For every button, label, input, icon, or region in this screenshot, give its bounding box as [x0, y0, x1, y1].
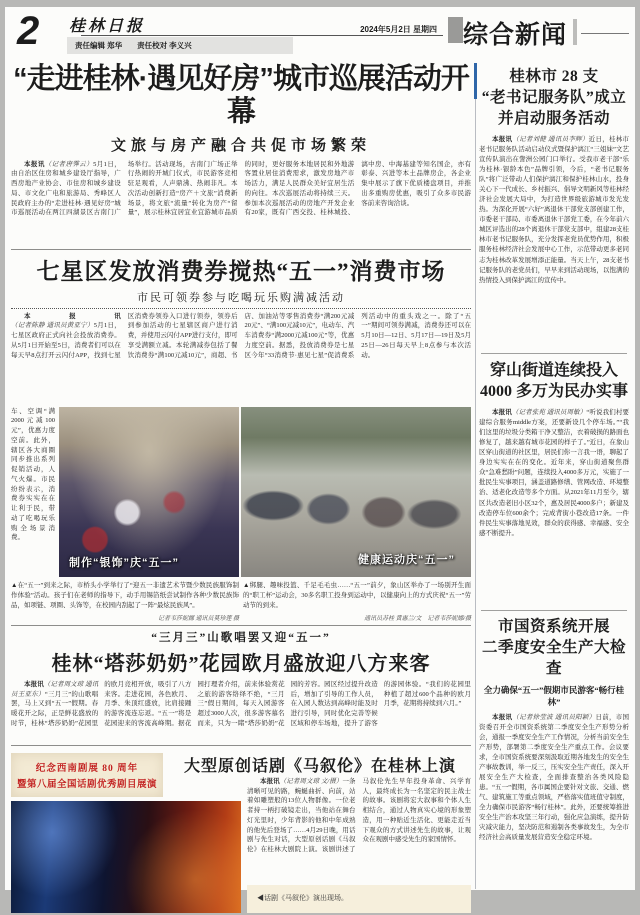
- consumption-side-note: 车、空调“满2000元减100元”，优惠力度空前。此外，辖区各大商圈同步推出系列促销活动，人气火爆。市民纷纷表示，消费券实实在在让利于民，带动了吃喝玩乐购全场景消费。: [11, 407, 55, 542]
- sidebar-article-safety-inspection: [479, 617, 629, 897]
- photo-sports-meet-caption-block: [243, 581, 471, 622]
- street-investment-headline: [479, 360, 629, 403]
- service-teams-byline: （记者刘健 通讯员李辉）: [512, 135, 589, 143]
- street-investment-headline-line2: 4000 多万为民办实事: [479, 383, 628, 401]
- sidebar-divider: [481, 353, 627, 354]
- sidebar-article-service-teams: [479, 67, 629, 347]
- photo-sports-meet-title: 健康运动庆“五一”: [358, 553, 455, 566]
- safety-inspection-byline: （记者徐莹波 通讯员阳颖）: [512, 713, 596, 721]
- photo-silver-craft: [59, 407, 239, 577]
- safety-inspection-headline-line1: 市国资系统开展: [497, 617, 610, 635]
- consumption-headline: 七星区发放消费券搅热“五一”消费市场: [36, 258, 446, 284]
- caption-row: [11, 581, 471, 622]
- garden-body: [11, 680, 471, 742]
- garden-lede: 本报讯: [24, 680, 44, 688]
- consumption-lede: 本报讯: [24, 312, 121, 320]
- main-column: [11, 63, 471, 902]
- header-rule-left: [81, 35, 443, 36]
- service-teams-headline-line3: 并启动服务活动: [497, 109, 610, 127]
- safety-inspection-body: [479, 713, 629, 897]
- paper-logo: 桂林日报: [69, 16, 146, 35]
- page-content: [11, 63, 629, 902]
- drama-banner-line2: 暨第八届全国话剧优秀剧目展演: [16, 779, 157, 790]
- photo-row: [11, 407, 471, 577]
- photo-stage-caption: ◀话剧《马叙伦》演出现场。: [247, 885, 471, 913]
- consumption-body: [11, 312, 471, 404]
- photo-sports-meet-caption: ▲绑腿、趣味投篮、千足毛毛虫……“五一”前夕，象山区举办了一场别开生面的“职工杯”运动会，30多名职工投身到运动中，以健康向上的方式庆祝“五一”劳动节的到来。: [243, 581, 471, 609]
- photo-sports-meet-credit: 通讯员苏桂 黄惠兰/文 记者韦莎妮娜/摄: [364, 615, 471, 622]
- service-teams-lede: 本报讯: [492, 135, 513, 143]
- sidebar-divider: [481, 610, 627, 611]
- lead-body-text: 5月1日，由自治区住房和城乡建设厅指导，广西房地产业协会、市住房和城乡建设局、市文化广电和旅游局、秀峰区人民政府主办的“走进桂林·遇见好房”城市巡展活动在两江四湖景区古南门广场举行。活动现场，古南门广场正举行热闹的开城门仪式，市民游客竞相驻足观看，人声鼎沸、热闹非凡。本次活动创新打造“房产＋文旅”消费新场景，将文旅“流量”转化为房产“留量”，展示桂林宜居宜业宜游城市品质的同时，更好服务本地居民和外地游客置业居住消费需求，激发房地产市场活力，满足人民群众美好宜居生活的向往。本次巡展活动将持续三天。参加本次巡展活动的房地产开发企业有20家，既有广西交投、桂林城投、漓中房、中海基建等知名国企，亦有彰泰、兴进等本土品牌房企，各企业集中展示了旗下优质楼盘项目，并推出多重购房优惠，吸引了众多市民游客前来咨询洽谈。: [11, 160, 471, 217]
- drama-headline: 大型原创话剧《马叙伦》在桂林上演: [183, 757, 456, 775]
- garden-headline: 桂林“塔莎奶奶”花园欧月盛放迎八方来客: [51, 652, 431, 675]
- lead-lede: 本报讯: [24, 160, 45, 168]
- photo-stage-performance: [11, 801, 241, 913]
- page-header: [11, 11, 629, 59]
- service-teams-headline-line2: “老书记服务队”成立: [481, 88, 627, 106]
- photo-silver-craft-title: 制作“银饰”庆“五一”: [69, 556, 179, 569]
- drama-body-text: 一条清晰可见的路，蜿蜒曲折、向前，站着如雕塑般的13位人物群像。一位老者持一柄打破镜走出，当他站在舞台灯光里时，少年背影的他和中年成熟的他先后登场了……4月29日晚，用话剧与先生对话，大型原创话剧《马叙伦》在桂林大剧院上演。该剧讲述了马叙伦先生早年投身革命、兴学育人，最终成长为一名坚定的民主战士的故事。该剧将宏大叙事和个体人生相结合，通过人物真实心境的形象塑造，用一种贴近生活化、更能走近当下观众的方式讲述先生的故事，让观众在观剧中感受先生的家国情怀。: [247, 777, 471, 854]
- dotted-divider: [11, 308, 471, 309]
- garden-kicker: “三月三”山歌唱罢又迎“五一”: [151, 631, 331, 644]
- lead-byline: （记者唐霁云）: [44, 160, 94, 168]
- sidebar-column: [479, 63, 629, 889]
- lead-body: [11, 160, 471, 246]
- safety-inspection-headline-line2: 二季度安全生产大检查: [481, 638, 626, 677]
- column-divider: [471, 63, 479, 889]
- header-rule-right: [581, 33, 629, 34]
- garden-body-text: “三月三”的山歌唱罢，马上又到“五一”假期。春暖花开之际，正是鲜花盛放的时节，桂林“塔莎奶奶”花园里的欧月竞相开放，吸引了八方来客。走进花园，各色欧月、月季、朱顶红盛放，比肩接踵的游客流连忘返。“五一”将是花园迎来的客流高峰期。据花园打理者介绍，前来体验赏花之旅的游客络绎不绝，“三月三”假日期间，每天入园游客超过3000人次，很多游客慕名而来，只为一睹“塔莎奶奶”花园的芳容。园区经过提升改造后，增加了引导的工作人员，在入园人数达到高峰时能及时进行引导，同时优化完善等候区域和停车场地，提升了游客的游园体验。“我们的花园里种植了超过600个品种的欧月月季，花期将持续到六月。”: [11, 680, 471, 727]
- vertical-rule: [475, 99, 476, 889]
- street-investment-headline-line1: 穿山街道连续投入: [489, 361, 618, 379]
- drama-body: [247, 777, 471, 881]
- consumption-subtitle: 市民可领券参与吃喝玩乐购满减活动: [137, 291, 345, 304]
- photo-silver-craft-caption-block: [11, 581, 239, 622]
- street-investment-byline: （记者张苑 通讯员周敏）: [511, 408, 587, 416]
- photo-sports-meet: [241, 407, 471, 577]
- service-teams-body: [479, 135, 629, 347]
- newspaper-page: [5, 7, 635, 902]
- safety-inspection-lede: 本报讯: [492, 713, 513, 721]
- service-teams-body-text: 近日，桂林市老书记服务队活动启动仪式暨保护漓江“三姐妹”文艺宣传队演出在訾洲公园门口举行。受我市老干部“乐为桂林·银龄本色”品牌引领，今后，“老书记服务队”将广泛带动人们保护漓江和保护桂林山水，投身关心下一代成长、乡村振兴、倡导文明新风等桂林经济社会发展大局中，为打造世界级旅游城市发光发热。为深化开展“六好”离退休干部党支部创建工作，市委老干部局、市委离退休干部党工委，在今年前六城区评选出的28个离退休干部党支部中，组建28支桂林市老书记服务队，充分发挥老党员优势作用，积极服务桂林经济社会发展中心工作，示范带动更多老同志为桂林改革发展增添正能量。当天上午，28支老书记服务队的老党员们，早早来到活动现场，以饱满的热情投入到保护漓江的宣传中。: [479, 135, 629, 284]
- editors-bar: 责任编辑 郑华 责任校对 李义兴: [67, 37, 293, 54]
- photo-silver-craft-caption: ▲在“五一”到来之际，市桥头小学举行了“迎五一非遗艺术节暨少数民族服饰制作体验”活动。孩子们在老师的指导下，动手用锡箔纸尝试制作各种少数民族饰品，如项链、项圈、头饰等，在校园内刮起了一阵“最炫民族风”。: [11, 581, 239, 609]
- drama-banner: [11, 753, 163, 797]
- drama-banner-line1: 纪念西南剧展 80 周年: [35, 763, 139, 774]
- section-square-icon: [448, 17, 463, 43]
- consumption-body-text: 5月1日，七星区政府正式向社会投放消费券。从5月1日开始至5日，消费者们可以在每天早8点打开云闪付APP，找到七星区消费券领券入口进行领券，领券后到参加活动的七星辖区商户进行消费，并使用云闪付APP进行支付，即可享受满额立减。本轮满减券包括了餐饮消费券“满100元减10元”，商超、书店、加油站等零售消费券“满200元减20元”、“满100元减10元”，电动车、汽车消费券“满2000元减100元”等，优惠力度空前。据悉，投放消费券是七星区今年“33消费节·惠见七星”促消费系列活动中的重头戏之一。除了“五一”期间可领券满减，消费券还可以在5月10日—12日、5月17日—19日及5月25日—26日每天早上8点参与本次活动。: [11, 312, 471, 359]
- photo-silver-craft-credit: 记者韦莎妮娜 通讯员莫珍莲 摄: [157, 615, 239, 622]
- safety-inspection-subtitle: 全力确保“五一”假期市民游客“畅行桂林”: [483, 684, 625, 707]
- sidebar-article-street-investment: [479, 360, 629, 604]
- lead-subtitle: 文旅与房产融合共促市场繁荣: [110, 137, 371, 154]
- page-number: 2: [17, 9, 40, 53]
- section-divider: [11, 745, 471, 746]
- lead-headline: “走进桂林·遇见好房”城市巡展活动开幕: [13, 63, 469, 129]
- article-lead: [11, 63, 471, 246]
- consumption-byline: （记者陈静 通讯员黄亚宁）: [11, 322, 94, 330]
- section-title: 综合新闻: [462, 21, 567, 49]
- service-teams-headline-line1: 桂林市 28 支: [509, 68, 599, 85]
- blue-accent-bar: [474, 63, 477, 99]
- article-drama: [11, 749, 471, 915]
- drama-byline: （记者周文琼 文/摄）: [279, 777, 343, 785]
- street-investment-body-text: “听说我们村要建综合服务middle方案，还要新设几个停车场。”“我们这里的垃圾分类箱干净又整洁，衣着破损的路面也修复了，越来越有城市花园的样子了。”近日，在象山区穿山街道的社区里，居民们你一言我一语，聊起了身边实实在在的变化。近年来，穿山街道聚焦群众“急难愁盼”问题，连续投入4000多万元，实施了一批民生实事项目，涵盖道路修缮、管网改造、环境整治、适老化改造等多个方面。从2021年11月至今，辖区共改造老旧小区32个，惠及居民4000多户；新建及改造停车位600余个；完成背街小巷改造17条。一件件民生实事落地见效，群众的获得感、幸福感、安全感不断提升。: [479, 408, 629, 537]
- safety-inspection-headline: [479, 617, 629, 680]
- street-investment-lede: 本报讯: [492, 408, 512, 416]
- safety-inspection-body-text: 日前，市国资委召开全市国资系统第二季度安全生产形势分析会，通报一季度安全生产工作情况，分析当前安全生产形势，部署第二季度安全生产重点工作。会议要求，全市国资系统要深刻汲取近期各地发生的安全生产事故教训，举一反三，压实安全生产责任，深入开展安全生产大检查，全面排查整治各类风险隐患。“五一”假期，各市属国企要针对文旅、交通、燃气、建筑施工等重点领域，严格落实值班值守制度，全力确保市民游客“畅行桂林”。此外，还要统筹推进安全生产治本攻坚三年行动，强化应急演练，提升防灾减灾能力，坚决防范和遏制各类事故发生，为全市经济社会高质量发展营造安全稳定环境。: [479, 713, 629, 842]
- date-text: 2024年5月2日 星期四: [360, 25, 437, 34]
- garden-byline: （记者周文琼 通讯员王亚东）: [11, 680, 99, 698]
- section-bar-icon: [573, 19, 577, 45]
- article-garden: [11, 629, 471, 742]
- article-consumption: [11, 253, 471, 622]
- drama-lede: 本报讯: [260, 777, 280, 785]
- section-divider: [11, 625, 471, 626]
- street-investment-body: [479, 408, 629, 604]
- section-divider: [11, 249, 471, 250]
- service-teams-headline: [479, 67, 629, 130]
